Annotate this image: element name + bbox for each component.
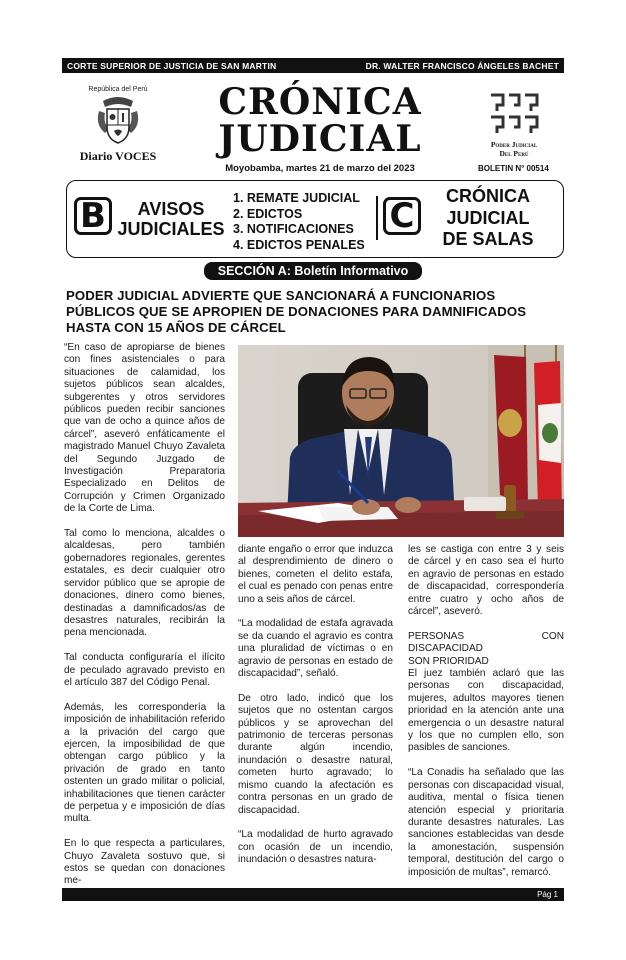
col1-paragraph: Además, les correspondería la imposición de inhabilitación referido a la privación del cargo que ejercen, la imposibilidad de que obtengan cargo público y la privación de grado en tanto ostenten un grado militar o policial, inhabilitaciones que tienen carácter de perpetua y e imposición de días multa. [64, 701, 225, 825]
col1-paragraph: Tal conducta configuraría el ilícito de peculado agravado previsto en el artículo 387 del Código Penal. [64, 652, 225, 688]
masthead-line1: CRÓNICA [218, 81, 422, 123]
cronsalas-line1: CRÓNICA [446, 186, 530, 206]
col3-paragraph: “La Conadis ha señalado que las personas con discapacidad visual, auditiva, mental o física tienen atención especial y prioritaria durante desastres naturales. Las sanciones establecidas van desde la amonestación, suspensión temporal, destitución del cargo o imposición de multas”, remarcó. [408, 767, 564, 878]
col3-paragraph: les se castiga con entre 3 y seis de cárcel y en caso sea el hurto en agravio de personas en estado de discapacidad, correspondería entre cuatro y ocho años de cárcel”, aseveró. [408, 544, 564, 618]
diario-prefix: Diario [79, 149, 113, 163]
coat-of-arms-icon [93, 95, 143, 147]
article-headline: PODER JUDICIAL ADVIERTE QUE SANCIONARÁ A FUNCIONARIOS PÚBLICOS QUE SE APROPIEN DE DONACIONES PARA DAMNIFICADOS HASTA CON 15 AÑOS DE CÁRCEL [66, 288, 527, 335]
cronica-de-salas [426, 186, 550, 251]
judge-photo [238, 345, 564, 537]
col1-paragraph: En lo que respecta a particulares, Chuyo Zavaleta sostuvo que, si estos se quedan con donaciones me- [64, 838, 225, 887]
court-name: CORTE SUPERIOR DE JUSTICIA DE SAN MARTIN [67, 60, 277, 71]
poder-judicial-logo-icon [488, 92, 540, 136]
col2-paragraph: diante engaño o error que induzca al desprendimiento de dinero o bienes, cometen el delito estafa, el cual es penado con penas entre uno a seis años de cárcel. [238, 544, 393, 605]
letter-b: B [74, 197, 112, 235]
avisos-line1: AVISOS [137, 199, 205, 219]
masthead-line2: JUDICIAL [218, 118, 422, 160]
boletin-number: BOLETIN N° 00514 [478, 164, 549, 173]
avisos-menu [233, 191, 365, 253]
avisos-judiciales [112, 199, 230, 239]
page-number: Pág 1 [537, 890, 558, 899]
peru-crest [78, 86, 158, 164]
col3-paragraph: El juez también aclaró que las personas con discapacidad, mujeres, adultos mayores tienen prioridad en la atención ante una emergencia o un desastre natural y los que no cumplen ello, son pasibles de sanciones. [408, 668, 564, 754]
col2-paragraph: “La modalidad de estafa agravada se da cuando el agravio es contra una pluralidad de víctimas o en agravio de personas en estado de discapacidad”, señaló. [238, 618, 393, 680]
article-column-3 [408, 544, 564, 891]
menu-item-remate[interactable]: 1. REMATE JUDICIAL [233, 191, 360, 205]
letter-c: C [383, 197, 421, 235]
masthead-title [200, 81, 440, 160]
col1-paragraph: Tal como lo menciona, alcaldes o alcaldesas, pero también gobernadores regionales, gerentes estatales, es decir cualquier otro servidor público que se apropie de donaciones, dinero como bienes, destinadas a damnificados/as de desastres naturales, recibirán la pena mencionada. [64, 528, 225, 639]
poder-judicial-name [478, 140, 550, 158]
subheading-line1: PERSONAS CON DISCAPACIDAD [408, 630, 564, 655]
section-label: SECCIÓN A: Boletín Informativo [204, 262, 422, 280]
banner-divider [376, 196, 378, 240]
avisos-line2: JUDICIALES [117, 219, 225, 239]
menu-item-notificaciones[interactable]: 3. NOTIFICACIONES [233, 222, 354, 236]
col2-paragraph: “La modalidad de hurto agravado con ocasión de un incendio, inundación o desastres natura- [238, 829, 393, 866]
article-column-1 [64, 342, 225, 900]
diario-name: VOCES [115, 149, 157, 163]
pj-line2: Del Perú [499, 149, 529, 158]
subheading-line2: SON PRIORIDAD [408, 655, 489, 667]
menu-item-edictos[interactable]: 2. EDICTOS [233, 206, 303, 221]
menu-item-edictos-penales[interactable]: 4. EDICTOS PENALES [233, 237, 365, 252]
dateline: Moyobamba, martes 21 de marzo del 2023 [225, 163, 415, 174]
subheading [408, 631, 564, 668]
cronsalas-line3: DE SALAS [442, 229, 534, 249]
crest-caption: República del Perú [88, 86, 148, 93]
poder-judicial-block [478, 92, 550, 158]
cronsalas-line2: JUDICIAL [446, 207, 530, 228]
col2-paragraph: De otro lado, indicó que los sujetos que no ostentan cargos públicos y se aprovechan del patrimonio de terceras personas durante algún incendio, inundación o desastre natural, cometen hurto agravado; lo mismo cuando la afectación es contra personas en un grado de discapacidad. [238, 692, 393, 816]
president-name: DR. WALTER FRANCISCO ÁNGELES BACHET [365, 60, 559, 71]
article-column-2 [238, 544, 393, 879]
diario-voces [78, 149, 158, 164]
pj-line1: Poder Judicial [490, 140, 538, 149]
footer-bar [62, 888, 564, 901]
col1-paragraph: “En caso de apropiarse de bienes con fines asistenciales o para situaciones de calamidad, los sujetos públicos sean alcaldes, subgerentes y otros servidores públicos pueden recibir sanciones que van de ocho a quince años de cárcel”, aseveró enfáticamente el magistrado Manuel Chuyo Zavaleta del Segundo Juzgado de Investigación Preparatoria Especializado en Delitos de Corrupción y Crimen Organizado de la Corte de Lima. [64, 342, 225, 515]
header-bar [62, 58, 564, 73]
